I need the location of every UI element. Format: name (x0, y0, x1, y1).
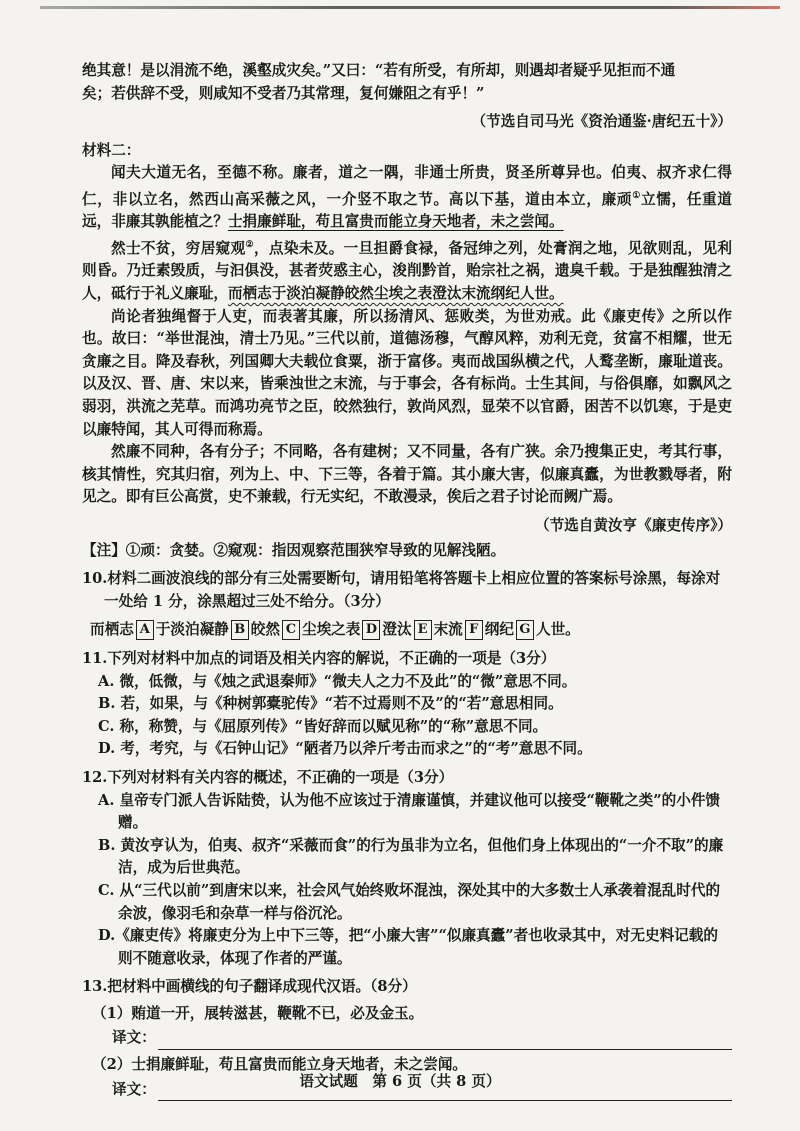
para1-text-a: 闻夫大道无名，至德不称。廉者，道之一隅，非通士所贵，贤圣所尊异也。伯夷、叔齐求仁得仁，非以立名，然西山高采薇之风，一介竖不取之节。高以下基，道由本立，廉顽 (82, 164, 732, 208)
question-10-text: 材料二画波浪线的部分有三处需要断句，请用铅笔将答题卡上相应位置的答案标号涂黑，每涂对一处给 1 分，涂黑超过三处不给分。（3分） (104, 570, 721, 610)
break-box-c[interactable]: C (282, 620, 300, 640)
question-11-number: 11. (82, 649, 108, 667)
item-2-answer-label: 译文： (112, 1080, 156, 1098)
para1-underlined-sentence: 士捐廉鲜耻，苟且富贵而能立身天地者，未之尝闻。 (227, 213, 564, 231)
question-12-stem (82, 767, 732, 790)
seg-2: 皎然 (250, 621, 280, 639)
question-10-sequence (82, 619, 732, 642)
notes-label: 【注】 (82, 541, 126, 559)
material2-para1 (82, 162, 732, 234)
material2-para4: 然廉不同种，各有分子；不同略，各有建树；又不同量，各有广狭。余乃搜集正史，考其行事，核其情性，究其归宿，列为上、中、下三等，各着于篇。其小廉大害，似廉真蠹，为世教戮辱者，附见之。即有巨公高赏，史不兼载，行无实纪，不敢漫录，俟后之君子讨论而阙广焉。 (82, 443, 732, 506)
seg-7: 人世。 (535, 621, 580, 639)
item-2-label: （2） (92, 1056, 132, 1074)
notes-text: ①顽：贪婪。②窥观：指因观察范围狭窄导致的见解浅陋。 (125, 541, 506, 559)
item-1-label: （1） (92, 1004, 132, 1022)
question-11-option-a[interactable]: A. 微，低微，与《烛之武退秦师》“微夫人之力不及此”的“微”意思不同。 (98, 672, 577, 690)
break-box-a[interactable]: A (136, 620, 154, 640)
item-1-answer-line[interactable] (158, 1033, 732, 1050)
question-12-number: 12. (82, 768, 108, 786)
question-12-option-b[interactable]: B. 黄汝亨认为，伯夷、叔齐“采薇而食”的行为虽非为立名，但他们身上体现出的“一介不取”的廉洁，成为后世典范。 (98, 836, 724, 877)
seg-5: 末流 (433, 621, 463, 639)
question-10-stem (82, 568, 732, 613)
seg-0: 而栖志 (90, 621, 134, 639)
break-box-f[interactable]: F (465, 620, 483, 640)
para2-text-b: ，点染未及。一旦担爵食禄，备冠绅之列，处膏润之地，见欲则乱，见利则昏。乃迁素毁质，与汩俱没，甚者荧惑主心，浚削黔首，贻宗社之祸，遗臭千载。于是独醒独清之人，砥行于礼义廉耻， (82, 239, 732, 303)
break-box-e[interactable]: E (414, 620, 432, 640)
question-11-text: 下列对材料中加点的词语及相关内容的解说，不正确的一项是（3分） (107, 649, 556, 667)
material2-para2 (82, 234, 732, 306)
page-content (82, 60, 732, 1101)
question-11-option-b[interactable]: B. 若，如果，与《种树郭橐驼传》“若不过焉则不及”的“若”意思相同。 (98, 695, 563, 713)
seg-1: 于淡泊凝静 (155, 621, 229, 639)
note-marker-1: ① (632, 190, 641, 201)
scan-edge-line (40, 6, 780, 9)
break-box-d[interactable]: D (362, 620, 380, 640)
material1-line2: 矣；若供辞不受，则咸知不受者乃其常理，复何嫌阻之有乎！” (82, 84, 485, 102)
item-1-answer-label: 译文： (112, 1029, 156, 1047)
question-10-number: 10. (82, 570, 108, 588)
question-12-option-d[interactable]: D.《廉吏传》将廉吏分为上中下三等，把“小廉大害”“似廉真蠹”者也收录其中，对无史料记载的则不随意收录，体现了作者的严谨。 (98, 927, 718, 967)
material1-line1: 绝其意！是以涓流不绝，溪壑成灾矣。”又曰：“若有所受，有所却，则遇却者疑乎见拒而不通 (82, 62, 676, 79)
question-11-stem (82, 648, 732, 671)
seg-3: 尘埃之表 (301, 621, 361, 639)
item-1-sentence: 贿道一开，展转滋甚，鞭靴不已，必及金玉。 (131, 1004, 424, 1022)
question-11 (82, 648, 732, 761)
material1-source: （节选自司马光《资治通鉴·唐纪五十》） (471, 113, 732, 131)
material2-para3: 尚论者独绳督于人吏，而表著其廉，所以扬清风、惩败类，为世劝戒。此《廉吏传》之所以作也。故曰：“举世混浊，清士乃见。”三代以前，道德汤穆，气醇风粹，劝利无竞，贫富不相耀，世无贪廉之目。降及春秋，列国卿大夫载位食粟，浙于富侈。夷而战国纵横之代，人鹜垄断，廉耻道丧。以及汉、晋、唐、宋以来，皆乘浊世之末流，与于事会，各有标尚。士生其间，与俗俱靡，如飘风之弱羽，洪流之芜草。而鸿功亮节之臣，皎然独行，敦尚风烈，显荣不以官爵，困苦不以饥寒，于是吏以廉特闻，其人可得而称焉。 (82, 307, 732, 438)
question-11-option-d[interactable]: D. 考，考究，与《石钟山记》“陋者乃以斧斤考击而求之”的“考”意思不同。 (98, 740, 592, 758)
para1-text-b: 立懦，任重道远，非廉其孰能植之？ (82, 190, 732, 231)
item-2-sentence: 士捐廉鲜耻，苟且富贵而能立身天地者，未之尝闻。 (131, 1056, 468, 1074)
break-box-b[interactable]: B (231, 620, 249, 640)
question-10 (82, 568, 732, 642)
question-13-stem (82, 976, 732, 999)
seg-4: 澄汰 (382, 621, 412, 639)
question-13-text: 把材料中画横线的句子翻译成现代汉语。（8分） (107, 978, 417, 996)
question-12-option-c[interactable]: C. 从“三代以前”到唐宋以来，社会风气始终败坏混浊，深处其中的大多数士人承袭着混乱时代的余波，像羽毛和杂草一样与俗沉沦。 (98, 881, 721, 922)
page-footer: 语文试题 第 6 页（共 8 页） (299, 1073, 501, 1090)
question-12-option-a[interactable]: A. 皇帝专门派人告诉陆贽，认为他不应该过于清廉谨慎，并建议他可以接受“鞭靴之类”的小件馈赠。 (98, 791, 721, 832)
para2-wavy-sentence: 而栖志于淡泊凝静皎然尘埃之表澄汰末流纲纪人世。 (227, 285, 564, 303)
item-1-answer-row (82, 1027, 732, 1050)
question-11-option-c[interactable]: C. 称，称赞，与《屈原列传》“皆好辞而以赋见称”的“称”意思不同。 (98, 717, 548, 735)
question-13-number: 13. (82, 978, 108, 996)
material2-source: （节选自黄汝亨《廉吏传序》） (534, 517, 732, 534)
note-marker-2: ② (245, 240, 254, 251)
question-12-text: 下列对材料有关内容的概述，不正确的一项是（3分） (107, 768, 454, 786)
para2-text-a: 然士不贫，穷居窥观 (111, 239, 246, 257)
question-12 (82, 767, 732, 970)
material2-heading: 材料二： (82, 141, 141, 159)
seg-6: 纲纪 (484, 621, 514, 639)
break-box-g[interactable]: G (516, 620, 534, 640)
question-13-item-1 (82, 1003, 732, 1026)
notes (82, 540, 732, 563)
